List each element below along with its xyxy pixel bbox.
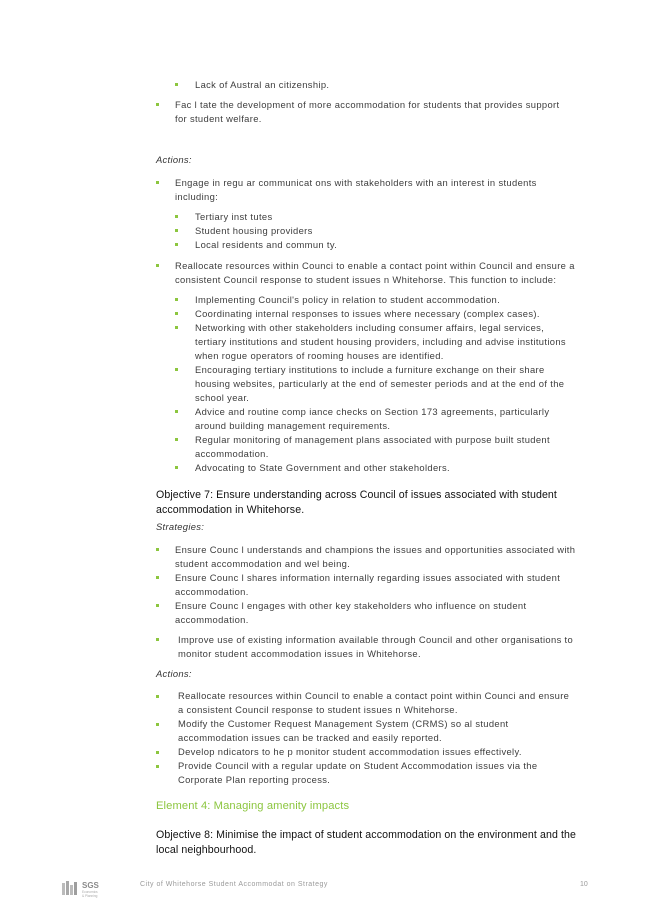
section-subheading: Actions: <box>156 154 192 165</box>
element-heading: Element 4: Managing amenity impacts <box>156 800 350 812</box>
bullet-icon <box>156 695 159 698</box>
bullet-icon <box>175 410 178 413</box>
bullet-icon <box>175 368 178 371</box>
bullet-icon <box>156 181 159 184</box>
bullet-icon <box>156 638 159 641</box>
list-item: Local residents and commun ty. <box>195 239 338 250</box>
logo-sub-2: & Planning <box>82 894 98 898</box>
bullet-icon <box>156 723 159 726</box>
bullet-icon <box>175 466 178 469</box>
objective-heading: Objective 8: Minimise the impact of student accommodation on the environment and the local neighbourhood. <box>156 829 577 856</box>
bullet-icon <box>156 103 159 106</box>
list-item: Encouraging tertiary institutions to include a furniture exchange on their share housing websites, particularly at the end of semester periods and at the end of the school year. <box>195 364 565 403</box>
list-item: Improve use of existing information available through Council and other organisations to monitor student accommodation issues in Whitehorse. <box>178 634 574 659</box>
objective-heading: Objective 7: Ensure understanding across Council of issues associated with student accommodation in Whitehorse. <box>156 489 557 516</box>
bullet-icon <box>156 604 159 607</box>
bullet-icon <box>175 229 178 232</box>
list-item: Provide Council with a regular update on Student Accommodation issues via the Corporate Plan reporting process. <box>178 760 538 785</box>
list-item: Regular monitoring of management plans associated with purpose built student accommodation. <box>195 434 550 459</box>
bullet-icon <box>156 576 159 579</box>
bullet-icon <box>175 326 178 329</box>
list-item: Modify the Customer Request Management System (CRMS) so al student accommodation issues can be tracked and easily reported. <box>178 718 509 743</box>
list-item: Tertiary inst tutes <box>195 211 273 222</box>
bullet-icon <box>175 83 178 86</box>
list-item: Networking with other stakeholders including consumer affairs, legal services, tertiary institutions and student housing providers, including and advise institutions when rogue operators of rooming houses are identified. <box>195 322 566 361</box>
list-item: Develop ndicators to he p monitor student accommodation issues effectively. <box>178 746 522 757</box>
bullet-icon <box>175 215 178 218</box>
list-item: Lack of Austral an citizenship. <box>195 79 330 90</box>
list-item: Ensure Counc l engages with other key stakeholders who influence on student accommodation. <box>175 600 527 625</box>
section-subheading: Strategies: <box>156 521 205 532</box>
list-item: Fac l tate the development of more accommodation for students that provides support for student welfare. <box>175 99 560 124</box>
list-item: Advocating to State Government and other stakeholders. <box>195 462 450 473</box>
list-item: Reallocate resources within Council to enable a contact point within Counci and ensure a consistent Council response to student issues n Whitehorse. <box>178 690 570 715</box>
page-number: 10 <box>580 881 588 888</box>
footer-title: City of Whitehorse Student Accommodat on Strategy <box>140 881 328 888</box>
bullet-icon <box>175 243 178 246</box>
logo-text: SGS <box>82 881 99 890</box>
section-subheading: Actions: <box>156 668 192 679</box>
list-item: Advice and routine comp iance checks on Section 173 agreements, particularly around building management requirements. <box>195 406 550 431</box>
sgs-logo <box>62 879 114 899</box>
bullet-icon <box>156 765 159 768</box>
bullet-icon <box>156 264 159 267</box>
logo-sub-1: Economics <box>82 890 98 894</box>
bullet-icon <box>175 438 178 441</box>
list-item: Ensure Counc l shares information internally regarding issues associated with student accommodation. <box>175 572 561 597</box>
list-item: Coordinating internal responses to issues where necessary (complex cases). <box>195 308 540 319</box>
list-item: Engage in regu ar communicat ons with stakeholders with an interest in students including: <box>175 177 537 202</box>
bullet-icon <box>156 548 159 551</box>
list-item: Reallocate resources within Counci to enable a contact point within Council and ensure a consistent Council response to student issues n Whitehorse. This function to include: <box>175 260 575 285</box>
list-item: Ensure Counc l understands and champions the issues and opportunities associated with student accommodation and wel being. <box>175 544 576 569</box>
bullet-icon <box>175 298 178 301</box>
list-item: Implementing Council's policy in relation to student accommodation. <box>195 294 501 305</box>
list-item: Student housing providers <box>195 225 313 236</box>
bullet-icon <box>175 312 178 315</box>
bullet-icon <box>156 751 159 754</box>
